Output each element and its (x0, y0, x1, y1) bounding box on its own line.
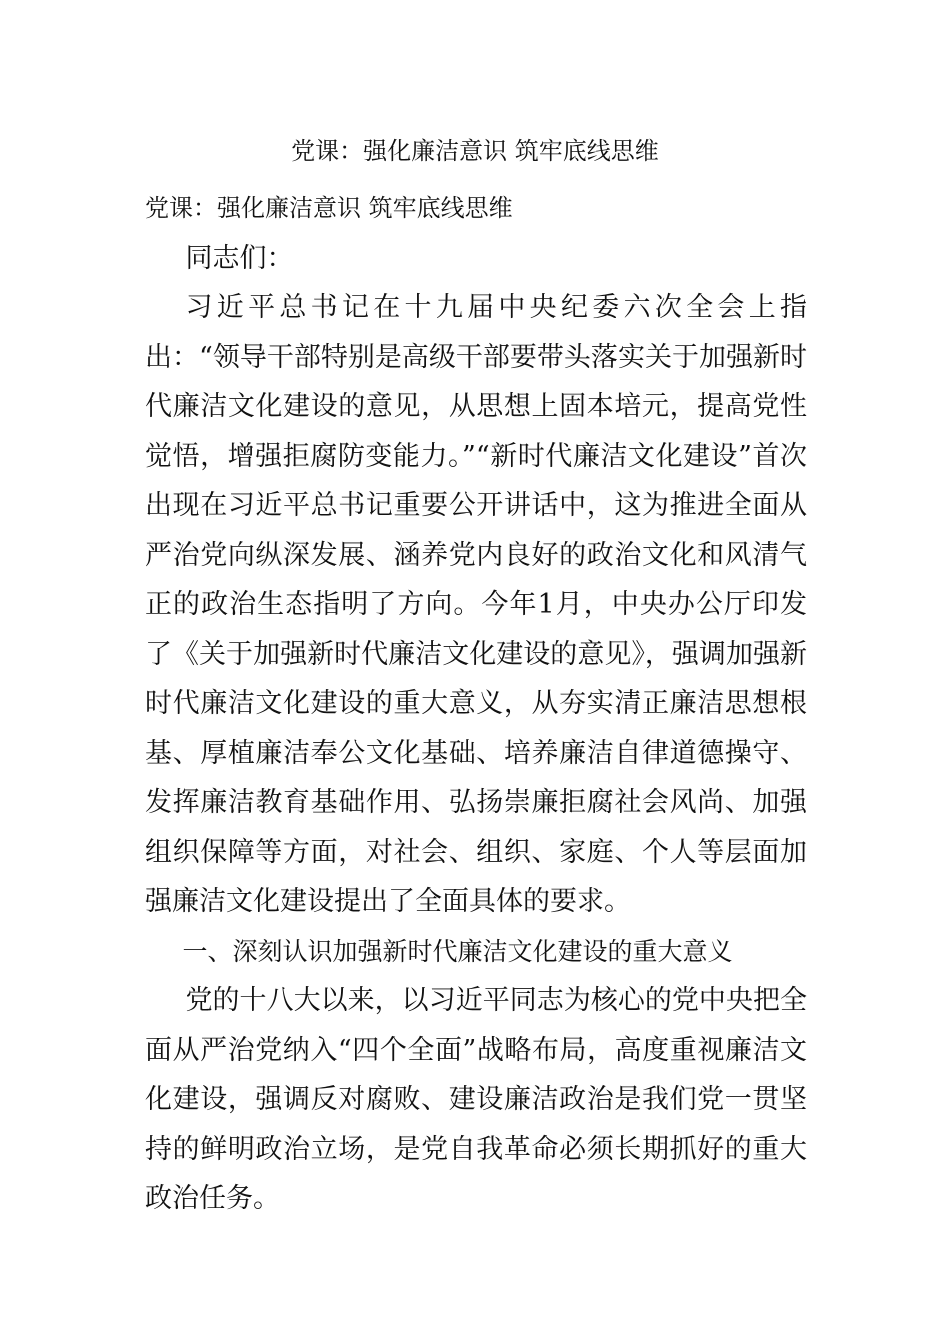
document-body (145, 184, 807, 1224)
document-subtitle: 党课：强化廉洁意识 筑牢底线思维 (145, 194, 513, 222)
section-heading: 一、深刻认识加强新时代廉洁文化建设的重大意义 (182, 936, 733, 966)
body-paragraph-1: 习近平总书记在十九届中央纪委六次全会上指出：“领导干部特别是高级干部要带头落实关于加强新时代廉洁文化建设的意见，从思想上固本培元，提高党性觉悟，增强拒腐防变能力。”“新时代廉洁文化建设”首次出现在习近平总书记重要公开讲话中，这为推进全面从严治党向纵深发展、涵养党内良好的政治文化和风清气正的政治生态指明了方向。今年1月，中央办公厅印发了《关于加强新时代廉洁文化建设的意见》，强调加强新时代廉洁文化建设的重大意义，从夯实清正廉洁思想根基、厚植廉洁奉公文化基础、培养廉洁自律道德操守、发挥廉洁教育基础作用、弘扬崇廉拒腐社会风尚、加强组织保障等方面，对社会、组织、家庭、个人等层面加强廉洁文化建设提出了全面具体的要求。 (145, 292, 807, 917)
document-title: 党课：强化廉洁意识 筑牢底线思维 (291, 137, 659, 165)
section-paragraph-1: 党的十八大以来，以习近平同志为核心的党中央把全面从严治党纳入“四个全面”战略布局，高度重视廉洁文化建设，强调反对腐败、建设廉洁政治是我们党一贯坚持的鲜明政治立场，是党自我革命必须长期抓好的重大政治任务。 (145, 985, 807, 1214)
greeting: 同志们： (185, 242, 294, 274)
